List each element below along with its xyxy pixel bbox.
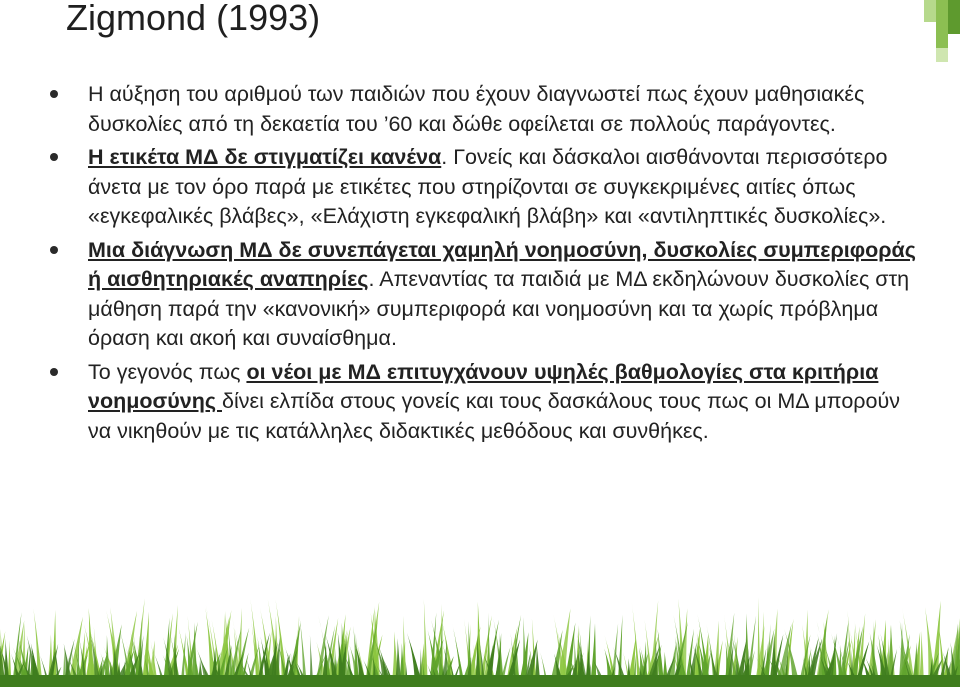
bullet-dot-icon	[50, 153, 58, 161]
corner-accent-bar	[936, 0, 948, 48]
grass-border-image	[0, 570, 960, 687]
bullet-emphasis: Η ετικέτα ΜΔ δε στιγματίζει κανένα	[88, 145, 442, 169]
bullet-emphasis: οι νέοι με ΜΔ επιτυγχάνουν υψηλές βαθμολογίες στα κριτήρια νοημοσύνης	[88, 359, 879, 413]
bullet-list	[40, 80, 920, 450]
bullet-text: Η αύξηση του αριθμού των παιδιών που έχουν διαγνωστεί πως έχουν μαθησιακές δυσκολίες από τη δεκαετία του ’60 και δώθε οφείλεται σε πολλούς παράγοντες.	[88, 82, 865, 136]
bullet-text: Το γεγονός πως	[88, 359, 247, 384]
bullet-text: δίνει ελπίδα στους γονείς και τους δασκάλους τους πως οι ΜΔ μπορούν να νικηθούν με τις κατάλληλες διδακτικές μεθόδους και συνθήκες.	[88, 389, 900, 443]
corner-accent-bar	[948, 0, 960, 34]
bullet-emphasis: Μια διάγνωση ΜΔ δε συνεπάγεται χαμηλή νοημοσύνη, δυσκολίες συμπεριφοράς ή αισθητηριακές αναπηρίες	[88, 237, 916, 291]
bullet-item	[40, 236, 920, 354]
grass-blade	[757, 597, 761, 687]
bullet-text: . Γονείς και δάσκαλοι αισθάνονται περισσότερο άνετα με τον όρο παρά με ετικέτες που στηρίζονται σε συγκεκριμένες αιτίες όπως «εγκεφαλικές βλάβες», «Ελάχιστη εγκεφαλική βλάβη» και «αντιληπτικές δυσκολίες».	[88, 145, 888, 228]
bullet-item	[40, 80, 920, 139]
grass-ground	[0, 675, 960, 687]
slide-title: Zigmond (1993)	[66, 0, 321, 38]
bullet-item	[40, 358, 920, 447]
bullet-text: . Απεναντίας τα παιδιά με ΜΔ εκδηλώνουν δυσκολίες στη μάθηση παρά την «κανονική» συμπεριφορά και νοημοσύνη και τα χωρίς πρόβλημα όραση και ακοή και συναίσθημα.	[88, 267, 910, 350]
bullet-dot-icon	[50, 90, 58, 98]
bullet-dot-icon	[50, 368, 58, 376]
bullet-item	[40, 143, 920, 232]
corner-accent-bar	[924, 0, 936, 22]
bullet-dot-icon	[50, 246, 58, 254]
corner-accent-bar	[936, 48, 948, 62]
